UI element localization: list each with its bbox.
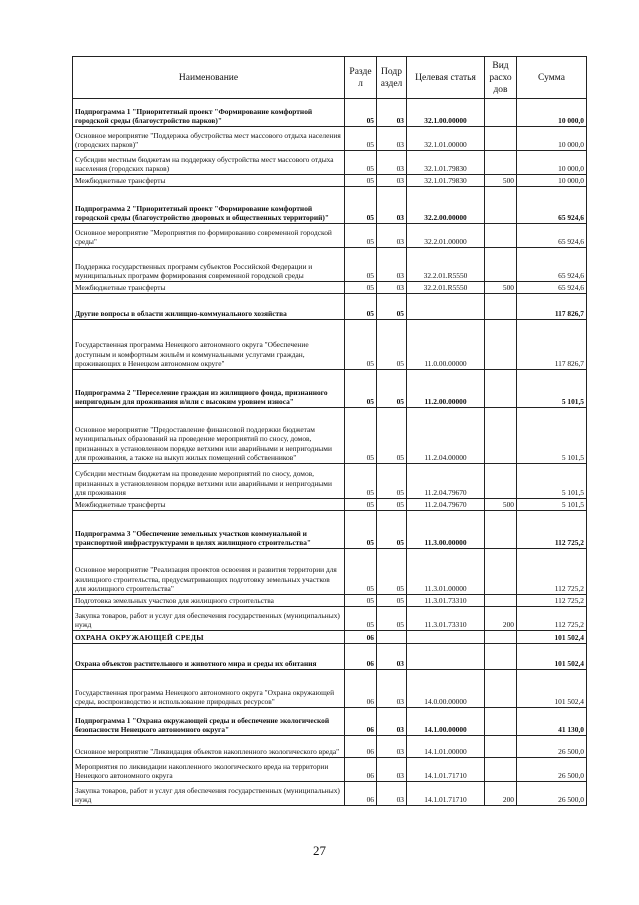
cell-target-article: 32.1.01.00000 [407, 127, 485, 151]
cell-subsection: 05 [377, 320, 407, 370]
cell-target-article: 11.3.01.73310 [407, 595, 485, 607]
cell-section: 05 [345, 499, 377, 511]
cell-subsection: 03 [377, 708, 407, 736]
cell-target-article: 32.2.00.00000 [407, 187, 485, 224]
cell-sum: 112 725,2 [517, 511, 587, 549]
cell-expense-type [485, 187, 517, 224]
cell-name: Государственная программа Ненецкого автономного округа "Охрана окружающей среды, воспроизводство и использование природных ресурсов" [73, 670, 345, 708]
cell-section: 05 [345, 175, 377, 187]
cell-sum: 101 502,4 [517, 644, 587, 670]
cell-sum: 26 500,0 [517, 758, 587, 782]
cell-sum: 112 725,2 [517, 549, 587, 595]
table-row [73, 782, 587, 806]
cell-target-article: 11.3.00.00000 [407, 511, 485, 549]
table-row [73, 187, 587, 224]
table-row [73, 644, 587, 670]
cell-expense-type [485, 670, 517, 708]
cell-sum: 10 000,0 [517, 175, 587, 187]
cell-name: Подпрограмма 2 "Переселение граждан из жилищного фонда, признанного непригодным для проживания и/или с высоким уровнем износа" [73, 370, 345, 408]
cell-expense-type [485, 644, 517, 670]
cell-target-article: 14.1.00.00000 [407, 708, 485, 736]
cell-expense-type [485, 294, 517, 320]
cell-target-article: 14.1.01.00000 [407, 736, 485, 758]
cell-target-article: 32.1.00.00000 [407, 99, 485, 127]
table-row [73, 736, 587, 758]
cell-name: Закупка товаров, работ и услуг для обеспечения государственных (муниципальных) нужд [73, 782, 345, 806]
cell-subsection: 05 [377, 370, 407, 408]
table-row [73, 758, 587, 782]
table-row [73, 224, 587, 248]
cell-name: Поддержка государственных программ субъектов Российской Федерации и муниципальных программ формирования современной городской среды [73, 248, 345, 282]
cell-name: Подпрограмма 1 "Приоритетный проект "Формирование комфортной городской среды (благоустройство парков)" [73, 99, 345, 127]
cell-section: 05 [345, 151, 377, 175]
cell-expense-type: 500 [485, 175, 517, 187]
cell-sum: 65 924,6 [517, 248, 587, 282]
cell-target-article: 32.2.01.00000 [407, 224, 485, 248]
cell-section: 06 [345, 670, 377, 708]
cell-subsection: 05 [377, 464, 407, 499]
cell-subsection: 03 [377, 187, 407, 224]
table-row [73, 370, 587, 408]
table-row [73, 595, 587, 607]
cell-subsection: 03 [377, 127, 407, 151]
header-name: Наименование [73, 57, 345, 99]
cell-subsection: 05 [377, 549, 407, 595]
cell-target-article: 14.0.00.00000 [407, 670, 485, 708]
cell-target-article: 32.2.01.R5550 [407, 282, 485, 294]
table-row [73, 408, 587, 464]
cell-section: 05 [345, 294, 377, 320]
cell-target-article: 11.2.04.79670 [407, 464, 485, 499]
cell-expense-type [485, 370, 517, 408]
header-expense-type: Вид расхо дов [485, 57, 517, 99]
cell-section: 05 [345, 370, 377, 408]
cell-name: Основное мероприятие "Ликвидация объектов накопленного экологического вреда" [73, 736, 345, 758]
cell-section: 05 [345, 464, 377, 499]
cell-expense-type: 500 [485, 282, 517, 294]
cell-expense-type [485, 248, 517, 282]
table-body [73, 99, 587, 806]
cell-expense-type [485, 736, 517, 758]
cell-sum: 10 000,0 [517, 127, 587, 151]
cell-sum: 65 924,6 [517, 224, 587, 248]
table-row [73, 511, 587, 549]
cell-section: 06 [345, 631, 377, 644]
table-row [73, 549, 587, 595]
cell-name: Основное мероприятие "Реализация проектов освоения и развития территории для жилищного строительства, предусматривающих подготовку земельных участков для жилищного строительства" [73, 549, 345, 595]
budget-table [72, 56, 587, 806]
cell-subsection: 05 [377, 595, 407, 607]
table-row [73, 248, 587, 282]
cell-target-article: 14.1.01.71710 [407, 782, 485, 806]
cell-target-article: 32.1.01.79830 [407, 175, 485, 187]
cell-section: 05 [345, 595, 377, 607]
cell-expense-type [485, 758, 517, 782]
header-sum: Сумма [517, 57, 587, 99]
table-row [73, 631, 587, 644]
cell-section: 06 [345, 736, 377, 758]
cell-sum: 101 502,4 [517, 631, 587, 644]
table-row [73, 127, 587, 151]
cell-name: Подпрограмма 2 "Приоритетный проект "Формирование комфортной городской среды (благоустройство дворовых и общественных территорий)" [73, 187, 345, 224]
table-row [73, 499, 587, 511]
cell-section: 05 [345, 511, 377, 549]
cell-subsection: 03 [377, 282, 407, 294]
cell-name: Подпрограмма 1 "Охрана окружающей среды и обеспечение экологической безопасности Ненецкого автономного округа" [73, 708, 345, 736]
cell-name: Государственная программа Ненецкого автономного округа "Обеспечение доступным и комфортным жильём и коммунальными услугами граждан, проживающих в Ненецком автономном округе" [73, 320, 345, 370]
cell-subsection: 03 [377, 248, 407, 282]
cell-expense-type: 200 [485, 782, 517, 806]
page-number: 27 [313, 843, 326, 858]
cell-name: Мероприятия по ликвидации накопленного экологического вреда на территории Ненецкого автономного округа [73, 758, 345, 782]
cell-subsection [377, 631, 407, 644]
cell-section: 05 [345, 127, 377, 151]
cell-target-article: 11.0.00.00000 [407, 320, 485, 370]
cell-sum: 65 924,6 [517, 187, 587, 224]
cell-target-article: 32.2.01.R5550 [407, 248, 485, 282]
cell-target-article: 32.1.01.79830 [407, 151, 485, 175]
cell-target-article [407, 294, 485, 320]
table-row [73, 670, 587, 708]
cell-name: Межбюджетные трансферты [73, 499, 345, 511]
cell-section: 06 [345, 782, 377, 806]
cell-section: 06 [345, 644, 377, 670]
cell-name: Основное мероприятие "Мероприятия по формированию современной городской среды" [73, 224, 345, 248]
cell-sum: 5 101,5 [517, 408, 587, 464]
table-row [73, 708, 587, 736]
table-row [73, 151, 587, 175]
cell-expense-type [485, 99, 517, 127]
cell-name: Межбюджетные трансферты [73, 282, 345, 294]
cell-section: 06 [345, 758, 377, 782]
cell-expense-type [485, 708, 517, 736]
cell-name: ОХРАНА ОКРУЖАЮЩЕЙ СРЕДЫ [73, 631, 345, 644]
table-row [73, 320, 587, 370]
cell-name: Охрана объектов растительного и животного мира и среды их обитания [73, 644, 345, 670]
cell-sum: 26 500,0 [517, 782, 587, 806]
cell-sum: 117 826,7 [517, 320, 587, 370]
cell-sum: 5 101,5 [517, 464, 587, 499]
cell-sum: 10 000,0 [517, 151, 587, 175]
table-header-row [73, 57, 587, 99]
cell-subsection: 03 [377, 736, 407, 758]
cell-section: 06 [345, 708, 377, 736]
cell-sum: 5 101,5 [517, 499, 587, 511]
cell-expense-type [485, 511, 517, 549]
cell-target-article: 11.3.01.00000 [407, 549, 485, 595]
cell-subsection: 03 [377, 224, 407, 248]
cell-expense-type [485, 464, 517, 499]
cell-expense-type [485, 320, 517, 370]
cell-section: 05 [345, 320, 377, 370]
cell-sum: 101 502,4 [517, 670, 587, 708]
cell-subsection: 03 [377, 782, 407, 806]
cell-subsection: 05 [377, 294, 407, 320]
cell-target-article: 11.2.04.79670 [407, 499, 485, 511]
table-row [73, 175, 587, 187]
cell-name: Другие вопросы в области жилищно-коммунального хозяйства [73, 294, 345, 320]
cell-target-article: 14.1.01.71710 [407, 758, 485, 782]
cell-target-article [407, 644, 485, 670]
cell-section: 05 [345, 99, 377, 127]
cell-target-article [407, 631, 485, 644]
header-subsection: Подр аздел [377, 57, 407, 99]
cell-target-article: 11.3.01.73310 [407, 607, 485, 631]
table-row [73, 282, 587, 294]
cell-expense-type [485, 127, 517, 151]
table-row [73, 294, 587, 320]
cell-sum: 112 725,2 [517, 595, 587, 607]
cell-section: 05 [345, 187, 377, 224]
cell-expense-type [485, 595, 517, 607]
cell-section: 05 [345, 607, 377, 631]
cell-sum: 5 101,5 [517, 370, 587, 408]
cell-sum: 26 500,0 [517, 736, 587, 758]
cell-subsection: 03 [377, 175, 407, 187]
cell-name: Подготовка земельных участков для жилищного строительства [73, 595, 345, 607]
cell-subsection: 05 [377, 499, 407, 511]
table-row [73, 99, 587, 127]
cell-expense-type: 200 [485, 607, 517, 631]
header-section: Разде л [345, 57, 377, 99]
header-target-article: Целевая статья [407, 57, 485, 99]
cell-target-article: 11.2.04.00000 [407, 408, 485, 464]
cell-expense-type: 500 [485, 499, 517, 511]
cell-section: 05 [345, 282, 377, 294]
cell-expense-type [485, 224, 517, 248]
cell-subsection: 03 [377, 99, 407, 127]
cell-subsection: 05 [377, 511, 407, 549]
cell-sum: 65 924,6 [517, 282, 587, 294]
cell-section: 05 [345, 549, 377, 595]
cell-section: 05 [345, 408, 377, 464]
cell-expense-type [485, 549, 517, 595]
cell-sum: 117 826,7 [517, 294, 587, 320]
table-row [73, 464, 587, 499]
cell-target-article: 11.2.00.00000 [407, 370, 485, 408]
cell-subsection: 03 [377, 151, 407, 175]
cell-section: 05 [345, 248, 377, 282]
cell-subsection: 03 [377, 670, 407, 708]
cell-subsection: 03 [377, 758, 407, 782]
cell-subsection: 05 [377, 408, 407, 464]
cell-name: Субсидии местным бюджетам на проведение мероприятий по сносу, домов, признанных в установленном порядке ветхими или аварийными и непригодными для проживания [73, 464, 345, 499]
cell-expense-type [485, 408, 517, 464]
cell-sum: 41 130,0 [517, 708, 587, 736]
cell-sum: 112 725,2 [517, 607, 587, 631]
cell-name: Подпрограмма 3 "Обеспечение земельных участков коммунальной и транспортной инфраструктурами в целях жилищного строительства" [73, 511, 345, 549]
cell-expense-type [485, 151, 517, 175]
cell-name: Закупка товаров, работ и услуг для обеспечения государственных (муниципальных) нужд [73, 607, 345, 631]
cell-sum: 10 000,0 [517, 99, 587, 127]
cell-name: Субсидии местным бюджетам на поддержку обустройства мест массового отдыха населения (городских парков) [73, 151, 345, 175]
cell-name: Основное мероприятие "Предоставление финансовой поддержки бюджетам муниципальных образований на проведение мероприятий по сносу, домов, признанных в установленном порядке ветхими или аварийными и непригодными для проживания, а также на выкуп жилых помещений собственников" [73, 408, 345, 464]
cell-name: Межбюджетные трансферты [73, 175, 345, 187]
table-row [73, 607, 587, 631]
cell-name: Основное мероприятие "Поддержка обустройства мест массового отдыха населения (городских парков)" [73, 127, 345, 151]
cell-subsection: 03 [377, 644, 407, 670]
cell-section: 05 [345, 224, 377, 248]
cell-expense-type [485, 631, 517, 644]
cell-subsection: 05 [377, 607, 407, 631]
